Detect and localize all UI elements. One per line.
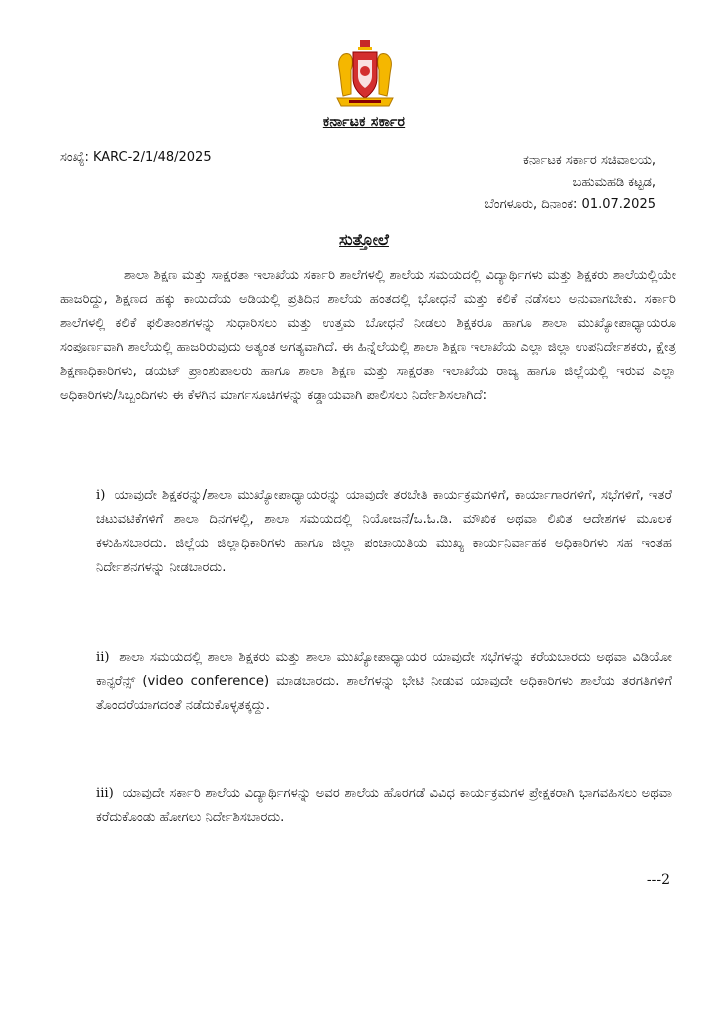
page-continuation: ---2 [646,872,670,888]
guideline-text: ಯಾವುದೇ ಸರ್ಕಾರಿ ಶಾಲೆಯ ವಿದ್ಯಾರ್ಥಿಗಳನ್ನು ಅವರ ಶಾಲೆಯ ಹೊರಗಡೆ ವಿವಿಧ ಕಾರ್ಯಕ್ರಮಗಳ ಪ್ರೇಕ್ಷಕರಾಗಿ ಭಾಗವಹಿಸಲು ಅಥವಾ ಕರೆದುಕೊಂಡು ಹೋಗಲು ನಿರ್ದೇಶಿಸಬಾರದು. [96,786,672,825]
guideline-number: i) [96,488,106,503]
guideline-number: ii) [96,650,110,665]
karnataka-emblem-icon [333,38,397,108]
government-title: ಕರ್ನಾಟಕ ಸರ್ಕಾರ [322,114,406,130]
reference-number: ಸಂಖ್ಯೆ: KARC-2/1/48/2025 [60,150,212,165]
address-line-1: ಕರ್ನಾಟಕ ಸರ್ಕಾರ ಸಚಿವಾಲಯ, [522,153,656,168]
circular-title: ಸುತ್ತೋಲೆ [339,230,389,249]
guideline-item [96,484,672,580]
guideline-item [96,782,672,830]
address-line-2: ಬಹುಮಹಡಿ ಕಟ್ಟಡ, [572,175,656,190]
address-line-3-date: ಬೆಂಗಳೂರು, ದಿನಾಂಕ: 01.07.2025 [484,197,656,212]
guideline-number: iii) [96,786,114,801]
office-address [484,150,656,216]
guideline-item [96,646,672,718]
guideline-text: ಶಾಲಾ ಸಮಯದಲ್ಲಿ ಶಾಲಾ ಶಿಕ್ಷಕರು ಮತ್ತು ಶಾಲಾ ಮುಖ್ಯೋಪಾಧ್ಯಾಯರ ಯಾವುದೇ ಸಭೆಗಳನ್ನು ಕರೆಯಬಾರದು ಅಥವಾ ವಿಡಿಯೋ ಕಾನ್ಫರೆನ್ಸ್ (video conference) ಮಾಡಬಾರದು. ಶಾಲೆಗಳನ್ನು ಭೇಟಿ ನೀಡುವ ಯಾವುದೇ ಅಧಿಕಾರಿಗಳು ಶಾಲೆಯ ತರಗತಿಗಳಿಗೆ ತೊಂದರೆಯಾಗದಂತೆ ನಡೆದುಕೊಳ್ಳತಕ್ಕದ್ದು. [96,650,672,713]
guideline-text: ಯಾವುದೇ ಶಿಕ್ಷಕರನ್ನು/ಶಾಲಾ ಮುಖ್ಯೋಪಾಧ್ಯಾಯರನ್ನು ಯಾವುದೇ ತರಬೇತಿ ಕಾರ್ಯಕ್ರಮಗಳಿಗೆ, ಕಾರ್ಯಾಗಾರಗಳಿಗೆ, ಸಭೆಗಳಿಗೆ, ಇತರೆ ಚಟುವಟಿಕೆಗಳಿಗೆ ಶಾಲಾ ದಿನಗಳಲ್ಲಿ, ಶಾಲಾ ಸಮಯದಲ್ಲಿ ನಿಯೋಜನೆ/ಒ.ಓ.ಡಿ. ಮೌಖಿಕ ಅಥವಾ ಲಿಖಿತ ಆದೇಶಗಳ ಮೂಲಕ ಕಳುಹಿಸಬಾರದು. ಜಿಲ್ಲೆಯ ಜಿಲ್ಲಾಧಿಕಾರಿಗಳು ಹಾಗೂ ಜಿಲ್ಲಾ ಪಂಚಾಯಿತಿಯ ಮುಖ್ಯ ಕಾರ್ಯನಿರ್ವಾಹಕ ಅಧಿಕಾರಿಗಳು ಸಹ ಇಂತಹ ನಿರ್ದೇಶನಗಳನ್ನು ನೀಡಬಾರದು. [96,488,672,575]
circular-intro-paragraph: ಶಾಲಾ ಶಿಕ್ಷಣ ಮತ್ತು ಸಾಕ್ಷರತಾ ಇಲಾಖೆಯ ಸರ್ಕಾರಿ ಶಾಲೆಗಳಲ್ಲಿ ಶಾಲೆಯ ಸಮಯದಲ್ಲಿ ವಿದ್ಯಾರ್ಥಿಗಳು ಮತ್ತು ಶಿಕ್ಷಕರು ಶಾಲೆಯಲ್ಲಿಯೇ ಹಾಜರಿದ್ದು, ಶಿಕ್ಷಣದ ಹಕ್ಕು ಕಾಯಿದೆಯ ಅಡಿಯಲ್ಲಿ ಪ್ರತಿದಿನ ಶಾಲೆಯ ಹಂತದಲ್ಲಿ ಭೋಧನೆ ಮತ್ತು ಕಲಿಕೆ ನಡೆಸಲು ಅನುವಾಗಬೇಕು. ಸರ್ಕಾರಿ ಶಾಲೆಗಳಲ್ಲಿ ಕಲಿಕೆ ಫಲಿತಾಂಶಗಳನ್ನು ಸುಧಾರಿಸಲು ಮತ್ತು ಉತ್ತಮ ಬೋಧನೆ ನೀಡಲು ಶಿಕ್ಷಕರೂ ಹಾಗೂ ಶಾಲಾ ಮುಖ್ಯೋಪಾಧ್ಯಾಯರೂ ಸಂಪೂರ್ಣವಾಗಿ ಶಾಲೆಯಲ್ಲಿ ಹಾಜರಿರುವುದು ಅತ್ಯಂತ ಅಗತ್ಯವಾಗಿದೆ. ಈ ಹಿನ್ನೆಲೆಯಲ್ಲಿ ಶಾಲಾ ಶಿಕ್ಷಣ ಇಲಾಖೆಯ ಎಲ್ಲಾ ಜಿಲ್ಲಾ ಉಪನಿರ್ದೇಶಕರು, ಕ್ಷೇತ್ರ ಶಿಕ್ಷಣಾಧಿಕಾರಿಗಳು, ಡಯಟ್ ಪ್ರಾಂಶುಪಾಲರು ಹಾಗೂ ಶಾಲಾ ಶಿಕ್ಷಣ ಮತ್ತು ಸಾಕ್ಷರತಾ ಇಲಾಖೆಯ ರಾಜ್ಯ ಹಾಗೂ ಜಿಲ್ಲೆಯಲ್ಲಿ ಇರುವ ಎಲ್ಲಾ ಅಧಿಕಾರಿಗಳು/ಸಿಬ್ಬಂದಿಗಳು ಈ ಕೆಳಗಿನ ಮಾರ್ಗಸೂಚಿಗಳನ್ನು ಕಡ್ಡಾಯವಾಗಿ ಪಾಲಿಸಲು ನಿರ್ದೇಶಿಸಲಾಗಿದೆ: [60,268,676,403]
